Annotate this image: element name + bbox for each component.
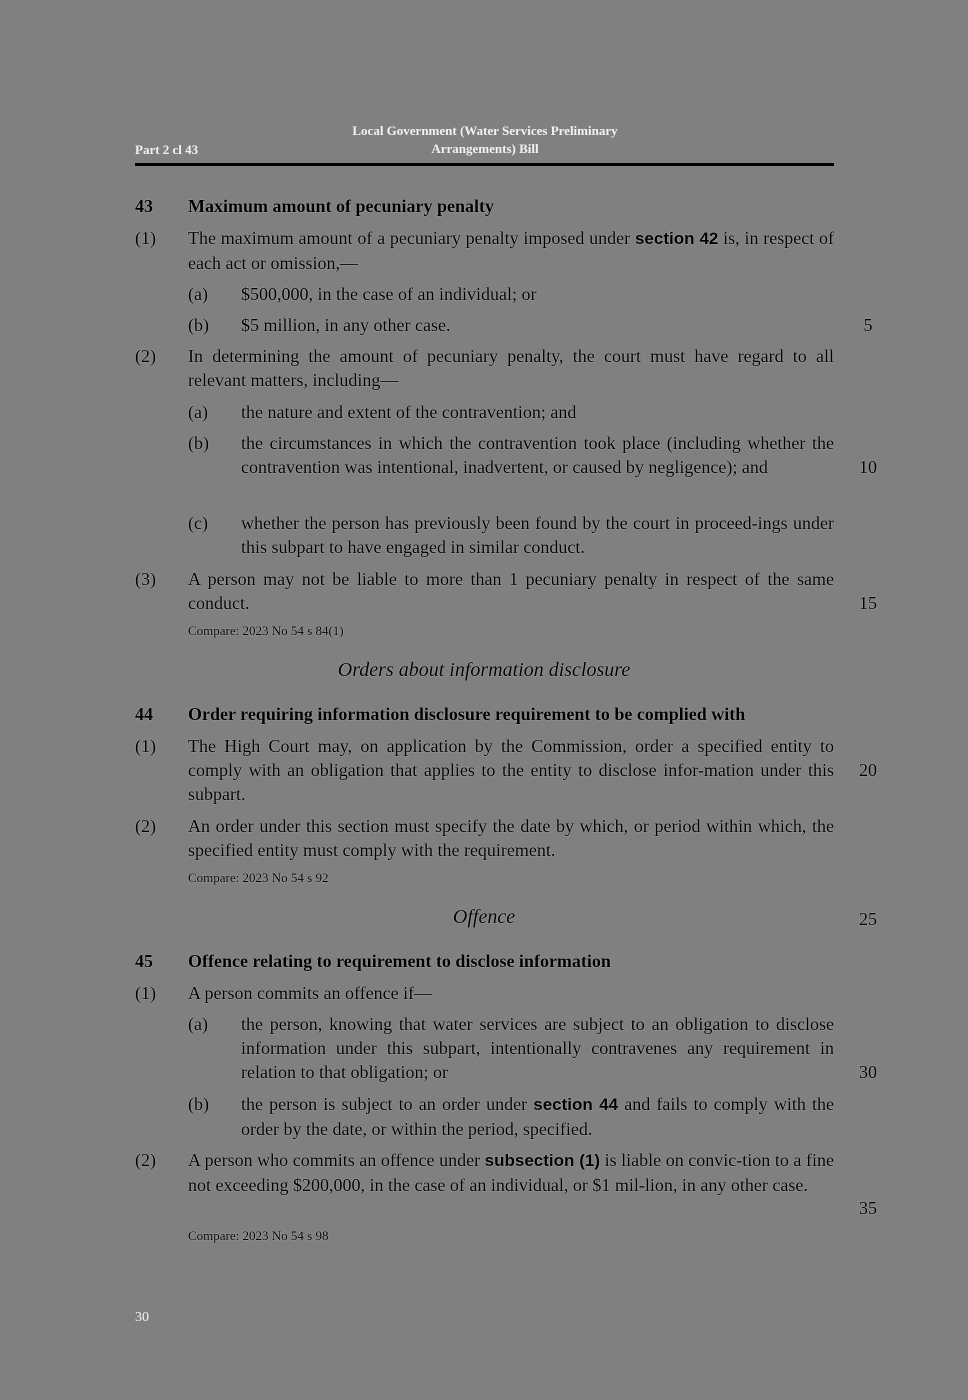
section-45-1-text: A person commits an offence if— xyxy=(188,983,433,1003)
line-number-25: 25 xyxy=(859,909,877,929)
section-44-number: 44 xyxy=(135,704,153,724)
header-divider xyxy=(135,163,834,166)
section-43-compare-note: Compare: 2023 No 54 s 84(1) xyxy=(188,623,344,638)
section-44-1-label: (1) xyxy=(135,736,156,756)
para-45-1-b-text xyxy=(241,1092,834,1141)
text-segment: is, in respect of each act or omission,— xyxy=(188,228,835,273)
text-segment: A person who commits an offence under xyxy=(188,1150,485,1170)
line-number-15: 15 xyxy=(859,593,877,613)
line-number-5: 5 xyxy=(863,315,873,335)
line-number-20: 20 xyxy=(859,760,877,780)
para-43-1-b-text: $5 million, in any other case. xyxy=(241,315,451,335)
section-44-2-text: An order under this section must specify the date by which, or period within which, the specified entity must comply with the requirement. xyxy=(188,816,834,860)
text-segment: The maximum amount of a pecuniary penalty imposed under xyxy=(188,228,635,248)
section-42-cross-reference[interactable]: section 42 xyxy=(634,229,719,248)
text-segment: is liable on convic-tion to a fine not exceeding $200,000, in the case of an individual, or $1 mil-lion, in any other case. xyxy=(188,1150,834,1195)
section-44-1-text: The High Court may, on application by the Commission, order a specified entity to comply with an obligation that applies to the entity to disclose infor-mation under this subpart. xyxy=(188,736,834,804)
para-43-1-a-text: $500,000, in the case of an individual; or xyxy=(241,284,537,304)
para-43-1-b-label: (b) xyxy=(188,315,209,335)
section-45-number: 45 xyxy=(135,951,153,971)
para-43-1-a-label: (a) xyxy=(188,284,208,304)
running-header xyxy=(135,120,834,164)
para-43-2-a-text: the nature and extent of the contravention; and xyxy=(241,402,577,422)
bill-title-line-1: Local Government (Water Services Preliminary xyxy=(352,123,618,138)
line-number-35: 35 xyxy=(859,1198,877,1218)
section-43-1-text xyxy=(188,226,834,275)
para-45-1-b-label: (b) xyxy=(188,1094,209,1114)
part-clause-reference: Part 2 cl 43 xyxy=(135,142,199,157)
section-43-3-text: A person may not be liable to more than 1 pecuniary penalty in respect of the same conduct. xyxy=(188,569,834,613)
section-44-compare-note: Compare: 2023 No 54 s 92 xyxy=(188,870,329,885)
page-number: 30 xyxy=(135,1310,149,1325)
bill-title-line-2: Arrangements) Bill xyxy=(431,141,539,156)
section-43-3-label: (3) xyxy=(135,569,156,589)
para-43-2-b-text: the circumstances in which the contravention took place (including whether the contravention was intentional, inadvertent, or caused by negligence); and xyxy=(241,433,834,477)
section-44-heading: Order requiring information disclosure requirement to be complied with xyxy=(188,704,746,724)
section-45-heading: Offence relating to requirement to disclose information xyxy=(188,951,611,971)
section-43-2-text: In determining the amount of pecuniary penalty, the court must have regard to all relevant matters, including— xyxy=(188,346,834,390)
line-number-10: 10 xyxy=(859,457,877,477)
para-45-1-a-text: the person, knowing that water services are subject to an obligation to disclose information under this subpart, intentionally contravenes any requirement in relation to that obligation; or xyxy=(241,1014,834,1082)
bill-title xyxy=(255,122,715,158)
text-segment: the person is subject to an order under xyxy=(241,1094,534,1114)
section-43-number: 43 xyxy=(135,196,153,216)
section-43-heading: Maximum amount of pecuniary penalty xyxy=(188,196,494,216)
subsection-1-cross-reference[interactable]: subsection (1) xyxy=(484,1151,600,1170)
para-45-1-a-label: (a) xyxy=(188,1014,208,1034)
section-45-2-label: (2) xyxy=(135,1150,156,1170)
section-45-1-label: (1) xyxy=(135,983,156,1003)
section-44-2-label: (2) xyxy=(135,816,156,836)
section-45-compare-note: Compare: 2023 No 54 s 98 xyxy=(188,1228,329,1243)
para-43-2-c-text: whether the person has previously been found by the court in proceed-ings under this subpart to have engaged in similar conduct. xyxy=(241,513,834,557)
section-45-2-text xyxy=(188,1148,834,1197)
para-43-2-b-label: (b) xyxy=(188,433,209,453)
para-43-2-c-label: (c) xyxy=(188,513,208,533)
section-44-cross-reference[interactable]: section 44 xyxy=(533,1095,619,1114)
crosshead-offence: Offence xyxy=(452,906,516,928)
section-43-1-label: (1) xyxy=(135,228,156,248)
text-segment: and fails to comply with the order by the date, or within the period, specified. xyxy=(241,1094,834,1139)
crosshead-orders-about-information-disclosure: Orders about information disclosure xyxy=(337,659,631,681)
line-number-30: 30 xyxy=(859,1062,877,1082)
section-43-2-label: (2) xyxy=(135,346,156,366)
para-43-2-a-label: (a) xyxy=(188,402,208,422)
